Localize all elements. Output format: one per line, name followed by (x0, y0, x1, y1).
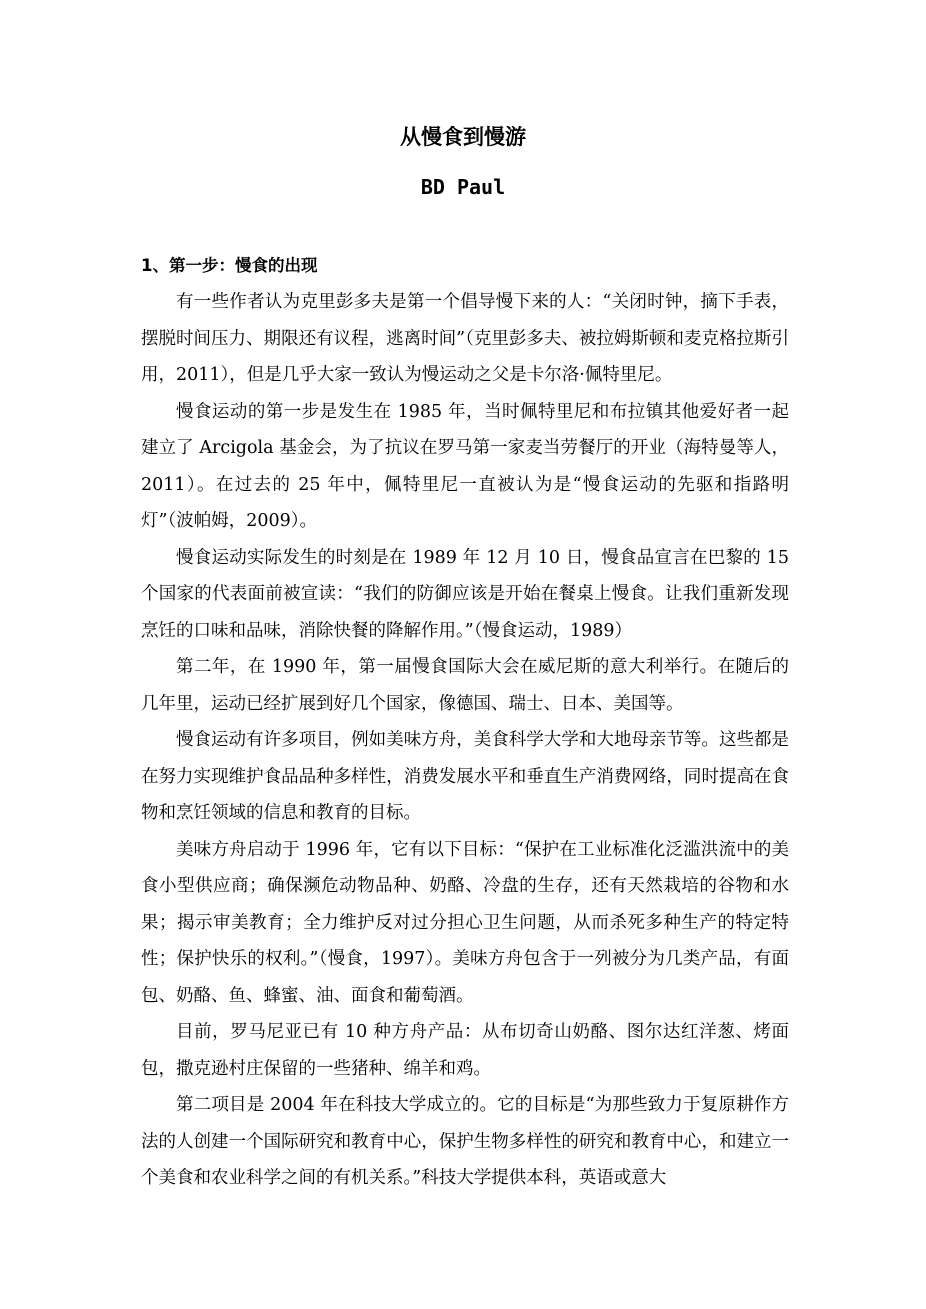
document-body (141, 250, 789, 1197)
paragraph: 第二年，在 1990 年，第一届慢食国际大会在威尼斯的意大利举行。在随后的几年里，运动已经扩展到好几个国家，像德国、瑞士、日本、美国等。 (141, 657, 789, 714)
paragraph: 慢食运动的第一步是发生在 1985 年，当时佩特里尼和布拉镇其他爱好者一起建立了 Arcigola 基金会，为了抗议在罗马第一家麦当劳餐厅的开业（海特曼等人，2011）。在过去的 25 年中，佩特里尼一直被认为是“慢食运动的先驱和指路明灯”（波帕姆，2009）。 (141, 401, 789, 531)
paragraph: 目前，罗马尼亚已有 10 种方舟产品：从布切奇山奶酪、图尔达红洋葱、烤面包，撒克逊村庄保留的一些猪种、绵羊和鸡。 (141, 1022, 789, 1079)
paragraph: 慢食运动实际发生的时刻是在 1989 年 12 月 10 日，慢食品宣言在巴黎的 15 个国家的代表面前被宣读：“我们的防御应该是开始在餐桌上慢食。让我们重新发现烹饪的口味和品味，消除快餐的降解作用。”（慢食运动，1989） (141, 547, 789, 641)
paragraph: 第二项目是 2004 年在科技大学成立的。它的目标是“为那些致力于复原耕作方法的人创建一个国际研究和教育中心，保护生物多样性的研究和教育中心，和建立一个美食和农业科学之间的有机关系。”科技大学提供本科，英语或意大 (141, 1095, 789, 1188)
document-title: 从慢食到慢游 (400, 125, 526, 149)
section-heading: 1、第一步：慢食的出现 (141, 256, 318, 275)
paragraph: 有一些作者认为克里彭多夫是第一个倡导慢下来的人：“关闭时钟，摘下手表，摆脱时间压力、期限还有议程，逃离时间”（克里彭多夫、被拉姆斯顿和麦克格拉斯引用，2011），但是几乎大家一致认为慢运动之父是卡尔洛·佩特里尼。 (141, 292, 789, 385)
paragraph: 美味方舟启动于 1996 年，它有以下目标：“保护在工业标准化泛滥洪流中的美食小型供应商；确保濒危动物品种、奶酪、冷盘的生存，还有天然栽培的谷物和水果；揭示审美教育；全力维护反对过分担心卫生问题，从而杀死多种生产的特定特性；保护快乐的权利。”（慢食，1997）。美味方舟包含于一列被分为几类产品，有面包、奶酪、鱼、蜂蜜、油、面食和葡萄酒。 (141, 839, 789, 1006)
document-author: BD Paul (420, 175, 506, 199)
paragraph: 慢食运动有许多项目，例如美味方舟，美食科学大学和大地母亲节等。这些都是在努力实现维护食品品种多样性，消费发展水平和垂直生产消费网络，同时提高在食物和烹饪领域的信息和教育的目标。 (141, 730, 789, 823)
